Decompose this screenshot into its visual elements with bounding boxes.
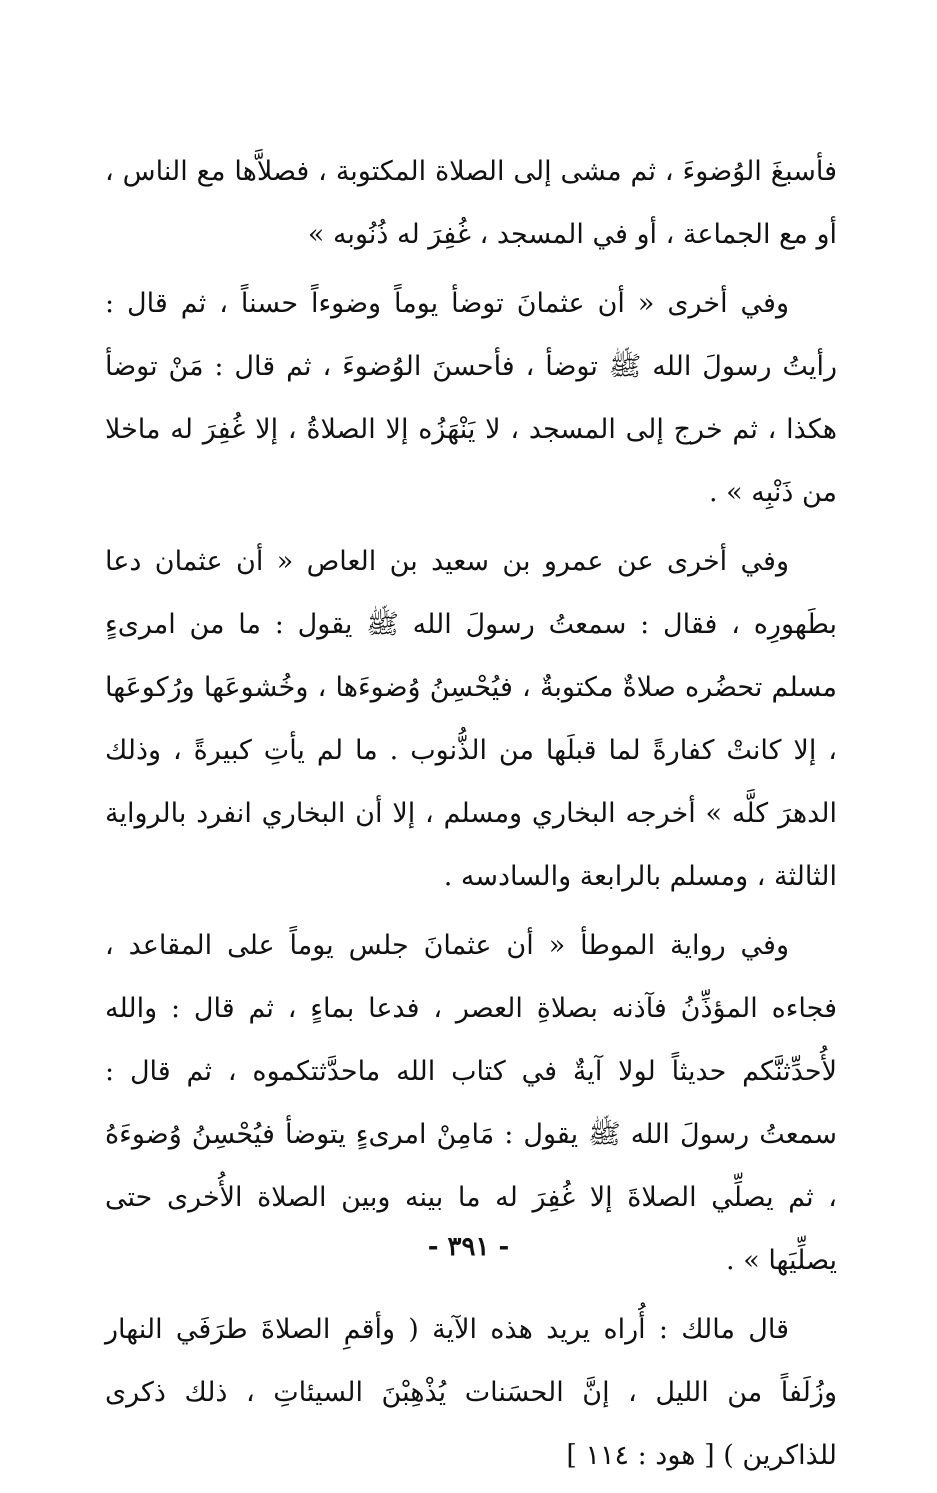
paragraph-muwatta-narration: وفي رواية الموطأ « أن عثمانَ جلس يوماً على المقاعد ، فجاءه المؤذِّنُ فآذنه بصلاةِ العصر ، فدعا بماءٍ ، ثم قال : والله لأُحدِّثنَّكم حديثاً لولا آيةٌ في كتاب الله ماحدَّثتكموه ، ثم قال : سمعتُ رسولَ الله ﷺ يقول : مَامِنْ امرىءٍ يتوضأ فيُحْسِنُ وُضوءَهُ ، ثم يصلِّي الصلاةَ إلا غُفِرَ له ما بينه وبين الصلاة الأُخرى حتى يصلِّيَها » . [105, 930, 837, 1276]
page-body [105, 140, 837, 1493]
paragraph-second-narration: وفي أخرى « أن عثمانَ توضأ يوماً وضوءاً حسناً ، ثم قال : رأيتُ رسولَ الله ﷺ توضأ ، فأحسنَ الوُضوءَ ، ثم قال : مَنْ توضأ هكذا ، ثم خرج إلى المسجد ، لا يَنْهَزُه إلا الصلاةُ ، إلا غُفِرَ له ماخلا من ذَنْبِه » . [105, 288, 837, 508]
paragraph-malik-comment: قال مالك : أُراه يريد هذه الآية ( وأقمِ الصلاةَ طرَفَي النهار وزُلَفاً من الليل ، إنَّ الحسَنات يُذْهِبْنَ السيئاتِ ، ذلك ذكرى للذاكرين ) [ هود : ١١٤ ] [105, 1314, 837, 1471]
paragraph-hadith-continuation: فأسبغَ الوُضوءَ ، ثم مشى إلى الصلاة المكتوبة ، فصلاَّها مع الناس ، أو مع الجماعة ، أو في المسجد ، غُفِرَ له ذُنُوبه » [105, 156, 837, 250]
page-number: - ٣٩١ - [427, 1232, 510, 1262]
paragraph-third-narration: وفي أخرى عن عمرو بن سعيد بن العاص « أن عثمان دعا بطَهورِه ، فقال : سمعتُ رسولَ الله ﷺ يقول : ما من امرىءٍ مسلم تحضُره صلاةٌ مكتوبةٌ ، فيُحْسِنُ وُضوءَها ، وخُشوعَها ورُكوعَها ، إلا كانتْ كفارةً لما قبلَها من الذُّنوب . ما لم يأتِ كبيرةً ، وذلك الدهرَ كلَّه » أخرجه البخاري ومسلم ، إلا أن البخاري انفرد بالرواية الثالثة ، ومسلم بالرابعة والسادسه . [105, 546, 837, 892]
